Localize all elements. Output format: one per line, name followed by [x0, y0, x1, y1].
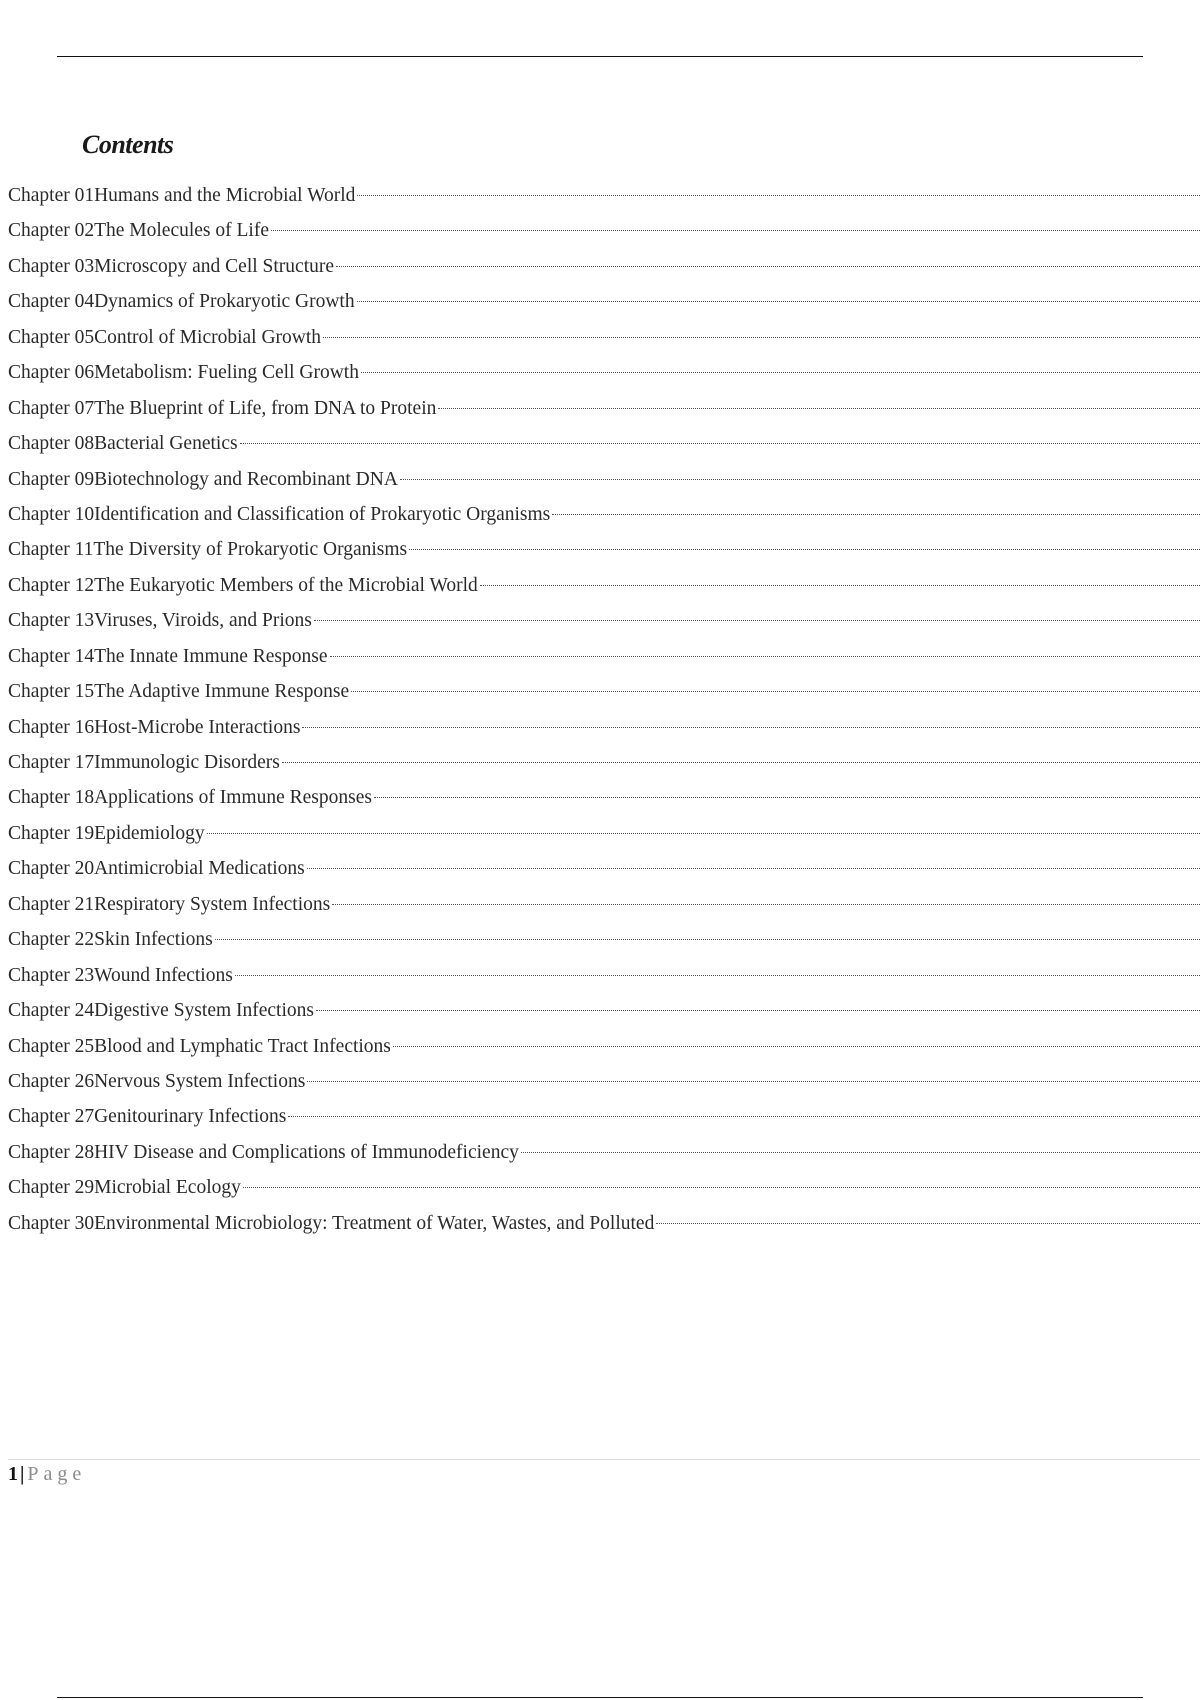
toc-entry-label: Chapter 01Humans and the Microbial World [8, 185, 356, 206]
toc-entry-label: Chapter 28HIV Disease and Complications of Immunodeficiency [8, 1141, 519, 1163]
toc-entry-label: Chapter 05Control of Microbial Growth [8, 326, 322, 348]
toc-entry-label: Chapter 10Identification and Classification of Prokaryotic Organisms [8, 503, 551, 525]
toc-entry-label: Chapter 29Microbial Ecology [8, 1177, 241, 1199]
toc-entry-label: Chapter 21Respiratory System Infections [8, 893, 331, 915]
toc-entry-label: Chapter 23Wound Infections [8, 964, 233, 986]
bottom-rule [57, 1697, 1143, 1698]
toc-entry-label: Chapter 09Biotechnology and Recombinant DNA [8, 468, 398, 490]
footer-rule [8, 1459, 1200, 1460]
dot-leader [336, 266, 1200, 267]
toc-entry-label: Chapter 22Skin Infections [8, 929, 213, 951]
toc-entry[interactable] [8, 851, 1200, 886]
toc-entry-label: Chapter 27Genitourinary Infections [8, 1106, 287, 1128]
toc-entry[interactable] [8, 249, 1200, 284]
toc-entry[interactable] [8, 1135, 1200, 1170]
dot-leader [438, 408, 1200, 409]
dot-leader [307, 868, 1200, 869]
dot-leader [480, 585, 1200, 586]
toc-entry[interactable] [8, 1099, 1200, 1134]
page-separator: | [20, 1463, 25, 1485]
toc-entry[interactable] [8, 532, 1200, 567]
header-rule [57, 56, 1143, 57]
toc-entry[interactable] [8, 284, 1200, 319]
dot-leader [409, 549, 1200, 550]
toc-entry-label: Chapter 25Blood and Lymphatic Tract Infections [8, 1035, 391, 1057]
contents-heading: Contents [82, 130, 174, 159]
toc-entry[interactable] [8, 780, 1200, 815]
toc-entry[interactable] [8, 816, 1200, 851]
dot-leader [393, 1046, 1200, 1047]
dot-leader [302, 727, 1200, 728]
page-number: 1 [8, 1463, 18, 1485]
toc-entry[interactable] [8, 391, 1200, 426]
dot-leader [243, 1187, 1200, 1188]
dot-leader [235, 975, 1200, 976]
toc-entry-label: Chapter 16Host-Microbe Interactions [8, 716, 301, 738]
toc-entry[interactable] [8, 213, 1200, 248]
toc-entry-label: Chapter 02The Molecules of Life [8, 220, 269, 242]
toc-entry-label: Chapter 13Viruses, Viroids, and Prions [8, 610, 312, 632]
toc-entry-label: Chapter 06Metabolism: Fueling Cell Growth [8, 362, 359, 384]
toc-entry[interactable] [8, 674, 1200, 709]
toc-entry-label: Chapter 17Immunologic Disorders [8, 752, 280, 773]
dot-leader [215, 939, 1200, 940]
dot-leader [400, 479, 1200, 480]
dot-leader [656, 1223, 1200, 1224]
toc-entry-label: Chapter 12The Eukaryotic Members of the Microbial World [8, 574, 478, 596]
dot-leader [314, 620, 1200, 621]
toc-entry[interactable] [8, 603, 1200, 638]
toc-entry[interactable] [8, 1206, 1200, 1241]
toc-entry[interactable] [8, 497, 1200, 532]
toc-entry-label: Chapter 18Applications of Immune Responses [8, 787, 372, 809]
toc-entry-label: Chapter 24Digestive System Infections [8, 1000, 314, 1022]
toc-entry-label: Chapter 19Epidemiology [8, 822, 205, 844]
dot-leader [288, 1116, 1200, 1117]
toc-entry-label: Chapter 14The Innate Immune Response [8, 645, 328, 667]
dot-leader [271, 230, 1200, 231]
toc-entry-label: Chapter 07The Blueprint of Life, from DNA to Protein [8, 397, 437, 419]
toc-entry[interactable] [8, 320, 1200, 355]
dot-leader [357, 195, 1200, 196]
toc-entry[interactable] [8, 958, 1200, 993]
toc-entry-label: Chapter 15The Adaptive Immune Response [8, 681, 350, 703]
page-footer [8, 1462, 86, 1486]
toc-entry-label: Chapter 11The Diversity of Prokaryotic Organisms [8, 539, 408, 561]
page-label: Page [27, 1463, 87, 1485]
toc-entry[interactable] [8, 710, 1200, 745]
toc-entry[interactable] [8, 1170, 1200, 1205]
dot-leader [307, 1081, 1200, 1082]
toc-entry[interactable] [8, 462, 1200, 497]
toc-entry[interactable] [8, 568, 1200, 603]
dot-leader [323, 337, 1200, 338]
toc-entry[interactable] [8, 1029, 1200, 1064]
dot-leader [207, 833, 1200, 834]
toc-entry[interactable] [8, 922, 1200, 957]
toc-entry-label: Chapter 04Dynamics of Prokaryotic Growth [8, 291, 355, 313]
toc-entry[interactable] [8, 1064, 1200, 1099]
toc-entry-label: Chapter 08Bacterial Genetics [8, 433, 238, 455]
toc-entry[interactable] [8, 639, 1200, 674]
dot-leader [240, 443, 1200, 444]
dot-leader [282, 762, 1200, 763]
dot-leader [374, 797, 1200, 798]
toc-entry[interactable] [8, 887, 1200, 922]
toc-entry-label: Chapter 30Environmental Microbiology: Treatment of Water, Wastes, and Polluted [8, 1212, 655, 1234]
toc-entry[interactable] [8, 993, 1200, 1028]
dot-leader [332, 904, 1200, 905]
dot-leader [361, 372, 1200, 373]
table-of-contents [8, 178, 1200, 1241]
dot-leader [357, 301, 1200, 302]
dot-leader [330, 656, 1200, 657]
dot-leader [351, 691, 1200, 692]
toc-entry-label: Chapter 26Nervous System Infections [8, 1070, 306, 1092]
dot-leader [521, 1152, 1200, 1153]
dot-leader [552, 514, 1200, 515]
toc-entry[interactable] [8, 355, 1200, 390]
toc-entry[interactable] [8, 426, 1200, 461]
toc-entry-label: Chapter 03Microscopy and Cell Structure [8, 255, 335, 277]
toc-entry-label: Chapter 20Antimicrobial Medications [8, 858, 305, 880]
toc-entry[interactable] [8, 178, 1200, 213]
toc-entry[interactable] [8, 745, 1200, 780]
dot-leader [316, 1010, 1200, 1011]
